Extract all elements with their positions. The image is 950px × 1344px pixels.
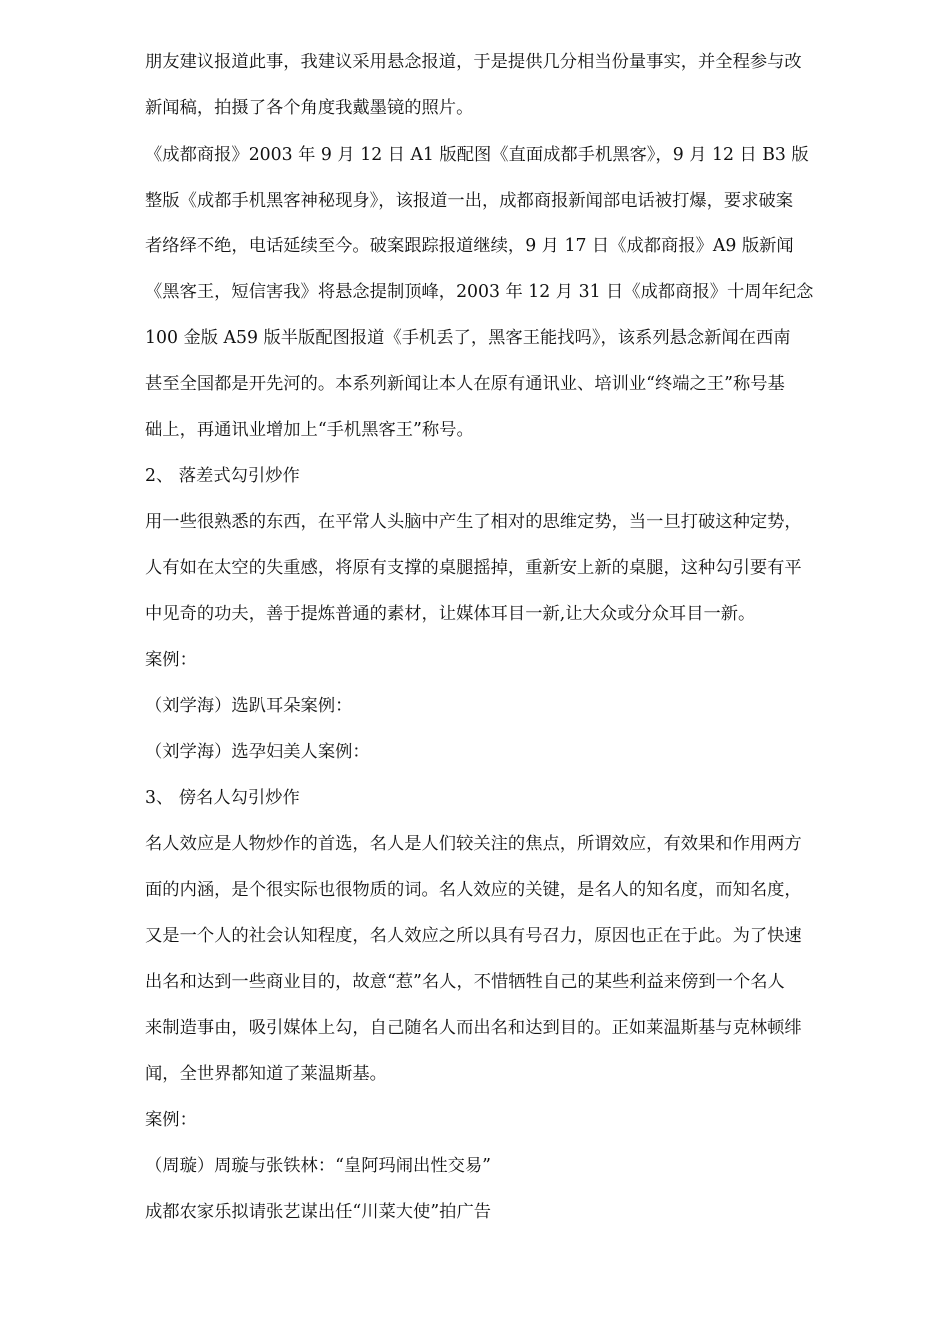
paragraph-line: 础上，再通讯业增加上“手机黑客王”称号。: [145, 420, 474, 440]
paragraph-line: 整版《成都手机黑客神秘现身》，该报道一出，成都商报新闻部电话被打爆，要求破案: [145, 191, 794, 211]
paragraph-line: 者络绎不绝，电话延续至今。破案跟踪报道继续，9 月 17 日《成都商报》A9 版新闻: [145, 236, 794, 256]
paragraph-line: 新闻稿，拍摄了各个角度我戴墨镜的照片。: [145, 98, 474, 118]
paragraph-line: 面的内涵，是个很实际也很物质的词。名人效应的关键，是名人的知名度，而知名度，: [145, 880, 802, 900]
paragraph-line: 又是一个人的社会认知程度，名人效应之所以具有号召力，原因也正在于此。为了快速: [145, 926, 802, 946]
paragraph-line: 朋友建议报道此事，我建议采用悬念报道，于是提供几分相当份量事实，并全程参与改: [145, 52, 802, 72]
section-heading: 3、 傍名人勾引炒作: [145, 788, 300, 808]
paragraph-line: 出名和达到一些商业目的，故意“惹”名人，不惜牺牲自己的某些利益来傍到一个名人: [145, 972, 785, 992]
case-item: （周璇）周璇与张铁林：“皇阿玛闹出性交易”: [145, 1156, 492, 1176]
case-item: （刘学海）选孕妇美人案例：: [145, 742, 370, 762]
paragraph-line: 中见奇的功夫，善于提炼普通的素材，让媒体耳目一新,让大众或分众耳目一新。: [145, 604, 756, 624]
paragraph-line: 100 金版 A59 版半版配图报道《手机丢了，黑客王能找吗》，该系列悬念新闻在西南: [145, 328, 791, 348]
section-heading: 2、 落差式勾引炒作: [145, 466, 300, 486]
paragraph-line: 来制造事由，吸引媒体上勾，自己随名人而出名和达到目的。正如莱温斯基与克林顿绯: [145, 1018, 802, 1038]
case-item: （刘学海）选趴耳朵案例：: [145, 696, 353, 716]
paragraph-line: 闻，全世界都知道了莱温斯基。: [145, 1064, 387, 1084]
case-label: 案例：: [145, 650, 197, 670]
case-label: 案例：: [145, 1110, 197, 1130]
paragraph-line: 《黑客王，短信害我》将悬念提制顶峰，2003 年 12 月 31 日《成都商报》十周年纪念: [145, 282, 814, 302]
paragraph-line: 用一些很熟悉的东西，在平常人头脑中产生了相对的思维定势，当一旦打破这种定势，: [145, 512, 802, 532]
paragraph-line: 名人效应是人物炒作的首选，名人是人们较关注的焦点，所谓效应，有效果和作用两方: [145, 834, 802, 854]
paragraph-line: 《成都商报》2003 年 9 月 12 日 A1 版配图《直面成都手机黑客》，9 月 12 日 B3 版: [145, 145, 809, 165]
paragraph-line: 人有如在太空的失重感，将原有支撑的桌腿摇掉，重新安上新的桌腿，这种勾引要有平: [145, 558, 802, 578]
paragraph-line: 甚至全国都是开先河的。本系列新闻让本人在原有通讯业、培训业“终端之王”称号基: [145, 374, 785, 394]
case-item: 成都农家乐拟请张艺谋出任“川菜大使”拍广告: [145, 1202, 492, 1222]
